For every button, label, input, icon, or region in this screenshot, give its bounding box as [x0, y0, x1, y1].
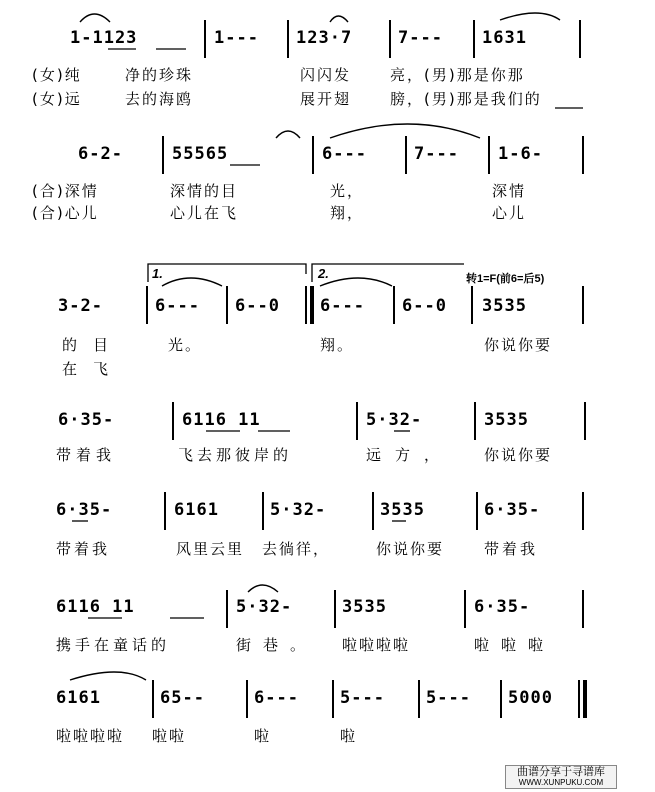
system-2-measure-1: 6-2-: [78, 144, 123, 164]
barline: [332, 680, 334, 718]
barline: [356, 402, 358, 440]
slur: [248, 585, 278, 592]
system-4-lyric-1b: 飞去那彼岸的: [178, 446, 293, 464]
barline: [146, 286, 148, 324]
system-1-lyric-2c: 展开翅: [300, 90, 352, 108]
system-5-measure-4: 3535: [380, 500, 425, 520]
system-3-measure-3: 6--0: [235, 296, 280, 316]
system-7-lyric-1b: 啦啦: [152, 727, 187, 745]
system-5-lyric-1a: 带着我: [56, 540, 111, 558]
system-4-measure-1: 6·35-: [58, 410, 115, 430]
key-change: 转1=F(前6=后5): [466, 273, 545, 285]
slur: [330, 16, 348, 22]
final-barline-thick: [583, 680, 587, 718]
barline: [500, 680, 502, 718]
system-2-measure-5: 1-6-: [498, 144, 543, 164]
system-7-lyric-1d: 啦: [340, 727, 358, 745]
tie: [162, 278, 222, 286]
system-6-lyric-1d: 啦啦啦: [474, 636, 556, 654]
system-2-lyric-1d: 深情: [492, 182, 527, 200]
system-1-lyric-2a: (女)远: [32, 90, 82, 108]
system-6-measure-4: 6·35-: [474, 597, 531, 617]
system-2-lyric-1c: 光，: [330, 182, 365, 200]
system-1-lyric-1b: 净的珍珠: [125, 66, 194, 84]
system-5-lyric-1c: 去徜徉，: [262, 540, 331, 558]
barline: [473, 20, 475, 58]
barline: [287, 20, 289, 58]
barline: [471, 286, 473, 324]
system-2-lyric-2b: 心儿在飞: [170, 204, 239, 222]
system-5-lyric-1d: 你说你要: [376, 540, 445, 558]
barline: [372, 492, 374, 530]
system-4-measure-4: 3535: [484, 410, 529, 430]
system-7-lyric-1a: 啦啦啦啦: [56, 727, 125, 745]
barline: [582, 492, 584, 530]
system-3-measure-5: 6--0: [402, 296, 447, 316]
system-1-measure-5: 1631: [482, 28, 527, 48]
system-4-lyric-1d: 你说你要: [484, 446, 553, 464]
tie: [320, 278, 392, 286]
barline: [152, 680, 154, 718]
system-1-measure-3: 123·7: [296, 28, 353, 48]
barline: [405, 136, 407, 174]
system-7-measure-4: 5---: [340, 688, 385, 708]
barline: [226, 286, 228, 324]
system-7-measure-5: 5---: [426, 688, 471, 708]
barline: [584, 402, 586, 440]
slur: [80, 14, 110, 22]
barline: [305, 286, 307, 324]
system-4-measure-3: 5·32-: [366, 410, 423, 430]
barline: [474, 402, 476, 440]
system-5-measure-5: 6·35-: [484, 500, 541, 520]
system-5-measure-1: 6·35-: [56, 500, 113, 520]
system-2-lyric-2c: 翔，: [330, 204, 365, 222]
system-6-measure-3: 3535: [342, 597, 387, 617]
system-1-lyric-1d: 亮，(男)那是你那: [390, 66, 525, 84]
system-2-lyric-2d: 心儿: [492, 204, 527, 222]
barline: [246, 680, 248, 718]
system-5-measure-2: 6161: [174, 500, 219, 520]
system-2-measure-4: 7---: [414, 144, 459, 164]
barline: [582, 590, 584, 628]
system-3-measure-1: 3-2-: [58, 296, 103, 316]
system-1-measure-1: 1-1123: [70, 28, 138, 48]
barline: [393, 286, 395, 324]
barline: [204, 20, 206, 58]
barline: [579, 20, 581, 58]
system-3-measure-2: 6---: [155, 296, 200, 316]
system-6-lyric-1c: 啦啦啦啦: [342, 636, 411, 654]
system-2-lyric-1b: 深情的目: [170, 182, 239, 200]
system-1-lyric-2d: 膀，(男)那是我们的: [390, 90, 542, 108]
slur: [500, 13, 560, 20]
system-2-measure-2: 55565: [172, 144, 229, 164]
barline: [162, 136, 164, 174]
system-7-measure-1: 6161: [56, 688, 101, 708]
system-4-measure-2: 6116 11: [182, 410, 261, 430]
system-6-measure-1: 6116 11: [56, 597, 135, 617]
volta-1-bracket: [148, 264, 306, 282]
system-3-measure-4: 6---: [320, 296, 365, 316]
barline: [172, 402, 174, 440]
volta-2-bracket: [312, 264, 464, 282]
system-6-measure-2: 5·32-: [236, 597, 293, 617]
barline: [164, 492, 166, 530]
system-5-lyric-1b: 风里云里: [176, 540, 245, 558]
system-3-lyric-1a: 的目: [62, 336, 125, 354]
watermark-line-2: WWW.XUNPUKU.COM: [518, 778, 604, 787]
system-4-lyric-1a: 带着我: [56, 446, 117, 464]
slur: [276, 131, 300, 138]
barline: [312, 136, 314, 174]
final-barline-thin: [578, 680, 580, 718]
system-5-measure-3: 5·32-: [270, 500, 327, 520]
barline: [582, 286, 584, 324]
system-3-lyric-1c: 翔。: [320, 336, 355, 354]
system-4-lyric-1c: 远方，: [366, 446, 454, 464]
system-3-measure-6: 3535: [482, 296, 527, 316]
system-1-measure-2: 1---: [214, 28, 259, 48]
system-7-measure-6: 5000: [508, 688, 553, 708]
barline: [334, 590, 336, 628]
system-7-measure-3: 6---: [254, 688, 299, 708]
volta-2-label: 2.: [318, 266, 329, 281]
barline: [464, 590, 466, 628]
system-5-lyric-1e: 带着我: [484, 540, 539, 558]
system-1-lyric-2b: 去的海鸥: [125, 90, 194, 108]
system-6-lyric-1b: 街巷。: [236, 636, 318, 654]
barline: [226, 590, 228, 628]
system-3-lyric-1b: 光。: [168, 336, 203, 354]
barline: [262, 492, 264, 530]
barline: [488, 136, 490, 174]
system-2-lyric-2a: (合)心儿: [32, 204, 99, 222]
system-1-measure-4: 7---: [398, 28, 443, 48]
system-1-lyric-1a: (女)纯: [32, 66, 82, 84]
system-3-lyric-2a: 在飞: [62, 360, 125, 378]
system-7-measure-2: 65--: [160, 688, 205, 708]
system-2-measure-3: 6---: [322, 144, 367, 164]
barline: [418, 680, 420, 718]
volta-1-label: 1.: [152, 266, 163, 281]
slur: [70, 672, 146, 680]
site-watermark: [505, 765, 617, 789]
system-3-lyric-1d: 你说你要: [484, 336, 553, 354]
system-1-lyric-1c: 闪闪发: [300, 66, 352, 84]
system-7-lyric-1c: 啦: [254, 727, 272, 745]
double-barline: [310, 286, 314, 324]
watermark-line-1: 曲谱分享于寻谱库: [517, 765, 605, 778]
barline: [582, 136, 584, 174]
system-6-lyric-1a: 携手在童话的: [56, 636, 171, 654]
barline: [389, 20, 391, 58]
system-2-lyric-1a: (合)深情: [32, 182, 99, 200]
barline: [476, 492, 478, 530]
